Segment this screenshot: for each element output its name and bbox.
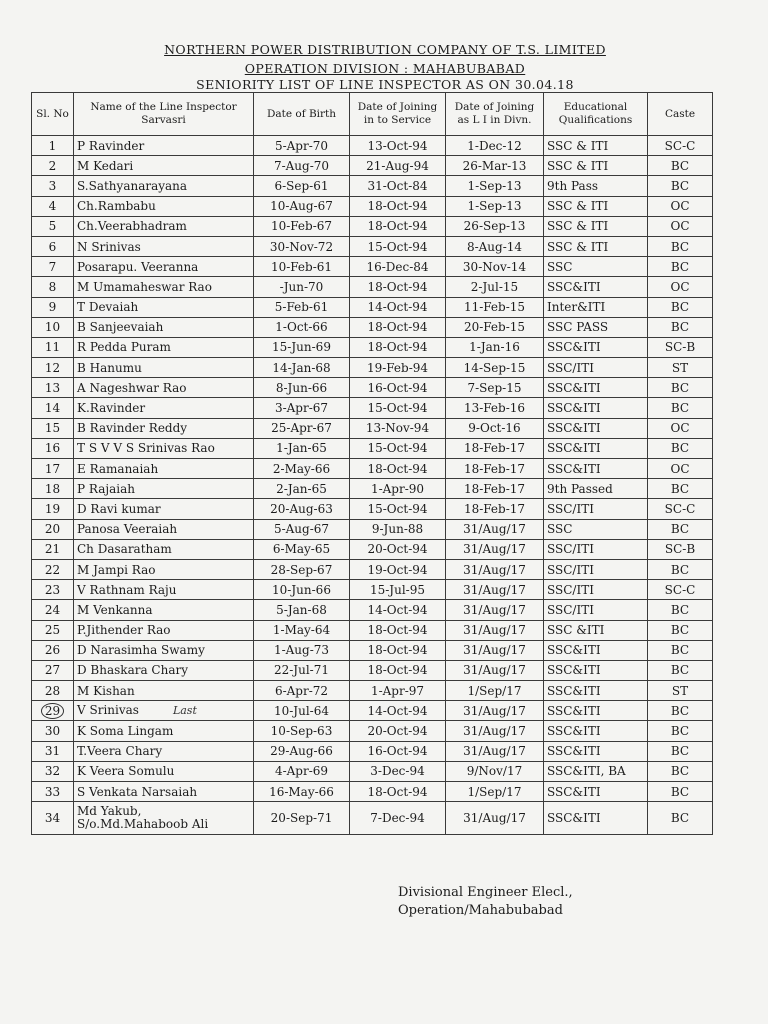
- cell-qualification: SSC&ITI: [544, 681, 648, 701]
- cell-dob: 5-Jan-68: [254, 600, 350, 620]
- cell-caste: BC: [648, 660, 713, 680]
- cell-name: K Soma Lingam: [74, 721, 254, 741]
- cell-name: P Ravinder: [74, 136, 254, 156]
- cell-dob: 30-Nov-72: [254, 236, 350, 256]
- cell-caste: OC: [648, 216, 713, 236]
- table-row: [32, 519, 713, 539]
- cell-caste: OC: [648, 277, 713, 297]
- cell-sl: 21: [32, 539, 74, 559]
- cell-dob: 10-Sep-63: [254, 721, 350, 741]
- cell-caste: BC: [648, 802, 713, 835]
- cell-dob: 10-Aug-67: [254, 196, 350, 216]
- cell-name: K.Ravinder: [74, 398, 254, 418]
- cell-caste: BC: [648, 378, 713, 398]
- cell-doj-service: 20-Oct-94: [350, 721, 446, 741]
- cell-qualification: SSC/ITI: [544, 600, 648, 620]
- cell-dob: 1-Oct-66: [254, 317, 350, 337]
- cell-caste: SC-B: [648, 539, 713, 559]
- cell-sl: 30: [32, 721, 74, 741]
- cell-caste: SC-B: [648, 337, 713, 357]
- cell-caste: BC: [648, 620, 713, 640]
- col-header-sl: Sl. No: [32, 93, 74, 136]
- cell-caste: SC-C: [648, 136, 713, 156]
- cell-qualification: SSC/ITI: [544, 559, 648, 579]
- cell-doj-divn: 31/Aug/17: [446, 660, 544, 680]
- cell-name: M Venkanna: [74, 600, 254, 620]
- cell-sl: 26: [32, 640, 74, 660]
- cell-qualification: SSC &ITI: [544, 620, 648, 640]
- cell-dob: 6-Apr-72: [254, 681, 350, 701]
- cell-doj-divn: 31/Aug/17: [446, 620, 544, 640]
- cell-sl: 18: [32, 479, 74, 499]
- cell-doj-service: 18-Oct-94: [350, 337, 446, 357]
- cell-dob: 20-Sep-71: [254, 802, 350, 835]
- cell-doj-divn: 1-Dec-12: [446, 136, 544, 156]
- cell-doj-divn: 18-Feb-17: [446, 479, 544, 499]
- cell-caste: SC-C: [648, 580, 713, 600]
- cell-qualification: SSC&ITI: [544, 277, 648, 297]
- col-header-caste: Caste: [648, 93, 713, 136]
- seniority-table: [31, 92, 713, 835]
- table-row: [32, 761, 713, 781]
- cell-qualification: SSC&ITI: [544, 398, 648, 418]
- cell-caste: BC: [648, 640, 713, 660]
- cell-doj-divn: 31/Aug/17: [446, 640, 544, 660]
- cell-qualification: SSC&ITI: [544, 802, 648, 835]
- cell-caste: BC: [648, 761, 713, 781]
- cell-name: B Sanjeevaiah: [74, 317, 254, 337]
- cell-qualification: SSC/ITI: [544, 499, 648, 519]
- cell-doj-service: 9-Jun-88: [350, 519, 446, 539]
- cell-doj-divn: 7-Sep-15: [446, 378, 544, 398]
- cell-dob: 4-Apr-69: [254, 761, 350, 781]
- cell-doj-divn: 2-Jul-15: [446, 277, 544, 297]
- cell-caste: BC: [648, 721, 713, 741]
- cell-caste: BC: [648, 176, 713, 196]
- cell-dob: 15-Jun-69: [254, 337, 350, 357]
- cell-sl: 1: [32, 136, 74, 156]
- cell-qualification: SSC & ITI: [544, 236, 648, 256]
- cell-sl: 16: [32, 438, 74, 458]
- cell-sl: 2: [32, 156, 74, 176]
- cell-qualification: SSC/ITI: [544, 539, 648, 559]
- cell-caste: BC: [648, 559, 713, 579]
- cell-name: N Srinivas: [74, 236, 254, 256]
- table-row: [32, 620, 713, 640]
- cell-doj-divn: 31/Aug/17: [446, 741, 544, 761]
- cell-dob: 5-Aug-67: [254, 519, 350, 539]
- table-row: [32, 438, 713, 458]
- cell-doj-service: 13-Nov-94: [350, 418, 446, 438]
- cell-sl: 28: [32, 681, 74, 701]
- cell-caste: SC-C: [648, 499, 713, 519]
- cell-qualification: 9th Pass: [544, 176, 648, 196]
- cell-doj-service: 18-Oct-94: [350, 196, 446, 216]
- cell-doj-divn: 1-Sep-13: [446, 176, 544, 196]
- cell-name: [74, 701, 254, 721]
- cell-qualification: SSC/ITI: [544, 358, 648, 378]
- list-title: SENIORITY LIST OF LINE INSPECTOR AS ON 30.04.18: [196, 77, 574, 92]
- cell-doj-divn: 31/Aug/17: [446, 721, 544, 741]
- cell-doj-divn: 31/Aug/17: [446, 539, 544, 559]
- cell-caste: BC: [648, 479, 713, 499]
- table-row: [32, 317, 713, 337]
- table-row: [32, 539, 713, 559]
- cell-doj-service: 3-Dec-94: [350, 761, 446, 781]
- cell-sl: 33: [32, 782, 74, 802]
- table-row: [32, 559, 713, 579]
- cell-dob: 14-Jan-68: [254, 358, 350, 378]
- cell-sl: 22: [32, 559, 74, 579]
- cell-qualification: SSC&ITI: [544, 459, 648, 479]
- cell-caste: BC: [648, 600, 713, 620]
- table-row: [32, 600, 713, 620]
- cell-name: T.Veera Chary: [74, 741, 254, 761]
- cell-name: D Bhaskara Chary: [74, 660, 254, 680]
- cell-name: B Ravinder Reddy: [74, 418, 254, 438]
- cell-name: Posarapu. Veeranna: [74, 257, 254, 277]
- table-row: [32, 216, 713, 236]
- cell-qualification: 9th Passed: [544, 479, 648, 499]
- cell-doj-service: 18-Oct-94: [350, 640, 446, 660]
- cell-sl: 20: [32, 519, 74, 539]
- cell-doj-service: 14-Oct-94: [350, 701, 446, 721]
- cell-caste: OC: [648, 459, 713, 479]
- table-row: [32, 721, 713, 741]
- cell-dob: 20-Aug-63: [254, 499, 350, 519]
- cell-qualification: SSC & ITI: [544, 196, 648, 216]
- cell-doj-divn: 18-Feb-17: [446, 438, 544, 458]
- cell-doj-divn: 11-Feb-15: [446, 297, 544, 317]
- cell-dob: 2-Jan-65: [254, 479, 350, 499]
- cell-dob: 10-Feb-61: [254, 257, 350, 277]
- table-row: [32, 337, 713, 357]
- table-row: [32, 681, 713, 701]
- cell-name: E Ramanaiah: [74, 459, 254, 479]
- cell-caste: BC: [648, 297, 713, 317]
- cell-name: R Pedda Puram: [74, 337, 254, 357]
- cell-doj-service: 16-Oct-94: [350, 741, 446, 761]
- cell-doj-service: 18-Oct-94: [350, 660, 446, 680]
- table-row: [32, 136, 713, 156]
- cell-sl: 24: [32, 600, 74, 620]
- cell-dob: 2-May-66: [254, 459, 350, 479]
- table-row: [32, 176, 713, 196]
- cell-dob: 22-Jul-71: [254, 660, 350, 680]
- cell-name: M Umamaheswar Rao: [74, 277, 254, 297]
- table-row: [32, 418, 713, 438]
- cell-sl: 34: [32, 802, 74, 835]
- cell-caste: BC: [648, 156, 713, 176]
- cell-doj-divn: 13-Feb-16: [446, 398, 544, 418]
- cell-doj-service: 15-Oct-94: [350, 438, 446, 458]
- cell-doj-divn: 31/Aug/17: [446, 600, 544, 620]
- cell-doj-divn: 1/Sep/17: [446, 681, 544, 701]
- cell-doj-divn: 14-Sep-15: [446, 358, 544, 378]
- company-title: NORTHERN POWER DISTRIBUTION COMPANY OF T.S. LIMITED: [164, 42, 606, 57]
- cell-caste: BC: [648, 741, 713, 761]
- cell-sl: 4: [32, 196, 74, 216]
- cell-dob: 29-Aug-66: [254, 741, 350, 761]
- cell-qualification: Inter&ITI: [544, 297, 648, 317]
- cell-doj-divn: 26-Sep-13: [446, 216, 544, 236]
- table-header-row: [32, 93, 713, 136]
- cell-name: Ch Dasaratham: [74, 539, 254, 559]
- cell-dob: 6-Sep-61: [254, 176, 350, 196]
- cell-caste: ST: [648, 358, 713, 378]
- cell-sl: 10: [32, 317, 74, 337]
- cell-dob: 6-May-65: [254, 539, 350, 559]
- cell-qualification: SSC/ITI: [544, 580, 648, 600]
- cell-doj-service: 1-Apr-90: [350, 479, 446, 499]
- cell-dob: 5-Apr-70: [254, 136, 350, 156]
- table-row: [32, 196, 713, 216]
- cell-doj-divn: 31/Aug/17: [446, 701, 544, 721]
- cell-doj-service: 16-Dec-84: [350, 257, 446, 277]
- cell-qualification: SSC & ITI: [544, 156, 648, 176]
- cell-qualification: SSC&ITI: [544, 660, 648, 680]
- cell-name: B Hanumu: [74, 358, 254, 378]
- cell-sl: 14: [32, 398, 74, 418]
- cell-name: S Venkata Narsaiah: [74, 782, 254, 802]
- cell-qualification: SSC & ITI: [544, 216, 648, 236]
- cell-caste: BC: [648, 438, 713, 458]
- cell-dob: 1-May-64: [254, 620, 350, 640]
- cell-sl: 25: [32, 620, 74, 640]
- table-row: [32, 257, 713, 277]
- cell-doj-service: 14-Oct-94: [350, 600, 446, 620]
- cell-doj-service: 7-Dec-94: [350, 802, 446, 835]
- cell-caste: OC: [648, 196, 713, 216]
- cell-qualification: SSC&ITI: [544, 741, 648, 761]
- table-row: [32, 297, 713, 317]
- cell-sl: 3: [32, 176, 74, 196]
- cell-doj-service: 13-Oct-94: [350, 136, 446, 156]
- cell-caste: BC: [648, 317, 713, 337]
- cell-qualification: SSC&ITI: [544, 721, 648, 741]
- cell-qualification: SSC&ITI: [544, 378, 648, 398]
- cell-doj-divn: 31/Aug/17: [446, 519, 544, 539]
- cell-name: Ch.Veerabhadram: [74, 216, 254, 236]
- cell-name: M Kishan: [74, 681, 254, 701]
- cell-sl: 27: [32, 660, 74, 680]
- table-row: [32, 802, 713, 835]
- cell-sl: 8: [32, 277, 74, 297]
- cell-name: S.Sathyanarayana: [74, 176, 254, 196]
- cell-name: Ch.Rambabu: [74, 196, 254, 216]
- cell-doj-service: 16-Oct-94: [350, 378, 446, 398]
- cell-doj-divn: 8-Aug-14: [446, 236, 544, 256]
- cell-doj-service: 15-Oct-94: [350, 499, 446, 519]
- cell-dob: 25-Apr-67: [254, 418, 350, 438]
- table-row: [32, 398, 713, 418]
- cell-sl: 7: [32, 257, 74, 277]
- col-header-name: Name of the Line Inspector Sarvasri: [74, 93, 254, 136]
- cell-qualification: SSC: [544, 257, 648, 277]
- cell-dob: 3-Apr-67: [254, 398, 350, 418]
- cell-caste: BC: [648, 257, 713, 277]
- cell-caste: BC: [648, 519, 713, 539]
- cell-doj-divn: 9-Oct-16: [446, 418, 544, 438]
- cell-name: D Ravi kumar: [74, 499, 254, 519]
- cell-qualification: SSC PASS: [544, 317, 648, 337]
- cell-name: T S V V S Srinivas Rao: [74, 438, 254, 458]
- cell-doj-service: 18-Oct-94: [350, 459, 446, 479]
- circled-serial: 29: [41, 703, 64, 719]
- cell-doj-divn: 1-Sep-13: [446, 196, 544, 216]
- cell-doj-divn: 1/Sep/17: [446, 782, 544, 802]
- cell-sl: 31: [32, 741, 74, 761]
- table-row: [32, 156, 713, 176]
- cell-dob: -Jun-70: [254, 277, 350, 297]
- cell-name: A Nageshwar Rao: [74, 378, 254, 398]
- cell-sl: 13: [32, 378, 74, 398]
- cell-sl: 17: [32, 459, 74, 479]
- cell-caste: BC: [648, 236, 713, 256]
- cell-doj-divn: 30-Nov-14: [446, 257, 544, 277]
- signature-line-2: Operation/Mahabubabad: [398, 903, 563, 918]
- cell-name: M Jampi Rao: [74, 559, 254, 579]
- cell-doj-service: 19-Feb-94: [350, 358, 446, 378]
- cell-name: T Devaiah: [74, 297, 254, 317]
- cell-dob: 10-Jun-66: [254, 580, 350, 600]
- cell-sl: 32: [32, 761, 74, 781]
- table-row: [32, 660, 713, 680]
- cell-doj-divn: 1-Jan-16: [446, 337, 544, 357]
- cell-doj-divn: 31/Aug/17: [446, 580, 544, 600]
- cell-qualification: SSC&ITI: [544, 782, 648, 802]
- cell-qualification: SSC&ITI: [544, 418, 648, 438]
- cell-dob: 1-Aug-73: [254, 640, 350, 660]
- cell-name: D Narasimha Swamy: [74, 640, 254, 660]
- cell-caste: BC: [648, 782, 713, 802]
- cell-doj-service: 18-Oct-94: [350, 277, 446, 297]
- cell-doj-divn: 18-Feb-17: [446, 459, 544, 479]
- cell-doj-service: 19-Oct-94: [350, 559, 446, 579]
- cell-doj-service: 31-Oct-84: [350, 176, 446, 196]
- cell-sl: 6: [32, 236, 74, 256]
- col-header-doj-service: Date of Joining in to Service: [350, 93, 446, 136]
- cell-name: Panosa Veeraiah: [74, 519, 254, 539]
- table-body: [32, 136, 713, 835]
- cell-doj-divn: 26-Mar-13: [446, 156, 544, 176]
- cell-sl: 9: [32, 297, 74, 317]
- table-row: [32, 236, 713, 256]
- cell-sl: 19: [32, 499, 74, 519]
- cell-name: K Veera Somulu: [74, 761, 254, 781]
- table-row: [32, 701, 713, 721]
- cell-dob: 5-Feb-61: [254, 297, 350, 317]
- cell-caste: ST: [648, 681, 713, 701]
- handwritten-note: Last: [172, 704, 197, 718]
- cell-qualification: SSC: [544, 519, 648, 539]
- col-header-doj-divn: Date of Joining as L I in Divn.: [446, 93, 544, 136]
- division-title: OPERATION DIVISION : MAHABUBABAD: [244, 61, 526, 76]
- cell-dob: 1-Jan-65: [254, 438, 350, 458]
- table-row: [32, 741, 713, 761]
- cell-name: M Kedari: [74, 156, 254, 176]
- cell-name: P.Jithender Rao: [74, 620, 254, 640]
- table-row: [32, 277, 713, 297]
- cell-sl: 12: [32, 358, 74, 378]
- cell-doj-service: 20-Oct-94: [350, 539, 446, 559]
- cell-qualification: SSC&ITI, BA: [544, 761, 648, 781]
- cell-doj-divn: 18-Feb-17: [446, 499, 544, 519]
- col-header-dob: Date of Birth: [254, 93, 350, 136]
- cell-dob: 7-Aug-70: [254, 156, 350, 176]
- cell-doj-service: 21-Aug-94: [350, 156, 446, 176]
- cell-doj-service: 15-Oct-94: [350, 236, 446, 256]
- cell-dob: 28-Sep-67: [254, 559, 350, 579]
- cell-doj-service: 15-Jul-95: [350, 580, 446, 600]
- cell-qualification: SSC&ITI: [544, 640, 648, 660]
- cell-sl: 15: [32, 418, 74, 438]
- table-row: [32, 459, 713, 479]
- cell-doj-service: 14-Oct-94: [350, 297, 446, 317]
- cell-doj-service: 18-Oct-94: [350, 620, 446, 640]
- cell-caste: BC: [648, 701, 713, 721]
- signature-block: [398, 884, 573, 920]
- cell-name: Md Yakub, S/o.Md.Mahaboob Ali: [74, 802, 254, 835]
- table-row: [32, 580, 713, 600]
- cell-doj-service: 18-Oct-94: [350, 782, 446, 802]
- table-row: [32, 479, 713, 499]
- cell-qualification: SSC&ITI: [544, 337, 648, 357]
- cell-doj-service: 1-Apr-97: [350, 681, 446, 701]
- table-row: [32, 640, 713, 660]
- signature-line-1: Divisional Engineer Elecl.,: [398, 885, 573, 900]
- cell-dob: 10-Feb-67: [254, 216, 350, 236]
- cell-dob: 8-Jun-66: [254, 378, 350, 398]
- cell-dob: 10-Jul-64: [254, 701, 350, 721]
- col-header-qualification: Educational Qualifications: [544, 93, 648, 136]
- table-row: [32, 782, 713, 802]
- cell-dob: 16-May-66: [254, 782, 350, 802]
- table-row: [32, 358, 713, 378]
- cell-caste: BC: [648, 398, 713, 418]
- cell-name: P Rajaiah: [74, 479, 254, 499]
- cell-doj-service: 18-Oct-94: [350, 216, 446, 236]
- cell-sl: 23: [32, 580, 74, 600]
- cell-name: V Rathnam Raju: [74, 580, 254, 600]
- cell-sl: 5: [32, 216, 74, 236]
- cell-doj-divn: 20-Feb-15: [446, 317, 544, 337]
- table-row: [32, 499, 713, 519]
- cell-caste: OC: [648, 418, 713, 438]
- cell-name-text: V Srinivas: [77, 703, 139, 718]
- cell-sl: 11: [32, 337, 74, 357]
- cell-doj-service: 15-Oct-94: [350, 398, 446, 418]
- cell-qualification: SSC & ITI: [544, 136, 648, 156]
- cell-doj-divn: 31/Aug/17: [446, 802, 544, 835]
- cell-doj-service: 18-Oct-94: [350, 317, 446, 337]
- cell-qualification: SSC&ITI: [544, 701, 648, 721]
- cell-qualification: SSC&ITI: [544, 438, 648, 458]
- cell-doj-divn: 31/Aug/17: [446, 559, 544, 579]
- cell-doj-divn: 9/Nov/17: [446, 761, 544, 781]
- table-row: [32, 378, 713, 398]
- cell-sl: [32, 701, 74, 721]
